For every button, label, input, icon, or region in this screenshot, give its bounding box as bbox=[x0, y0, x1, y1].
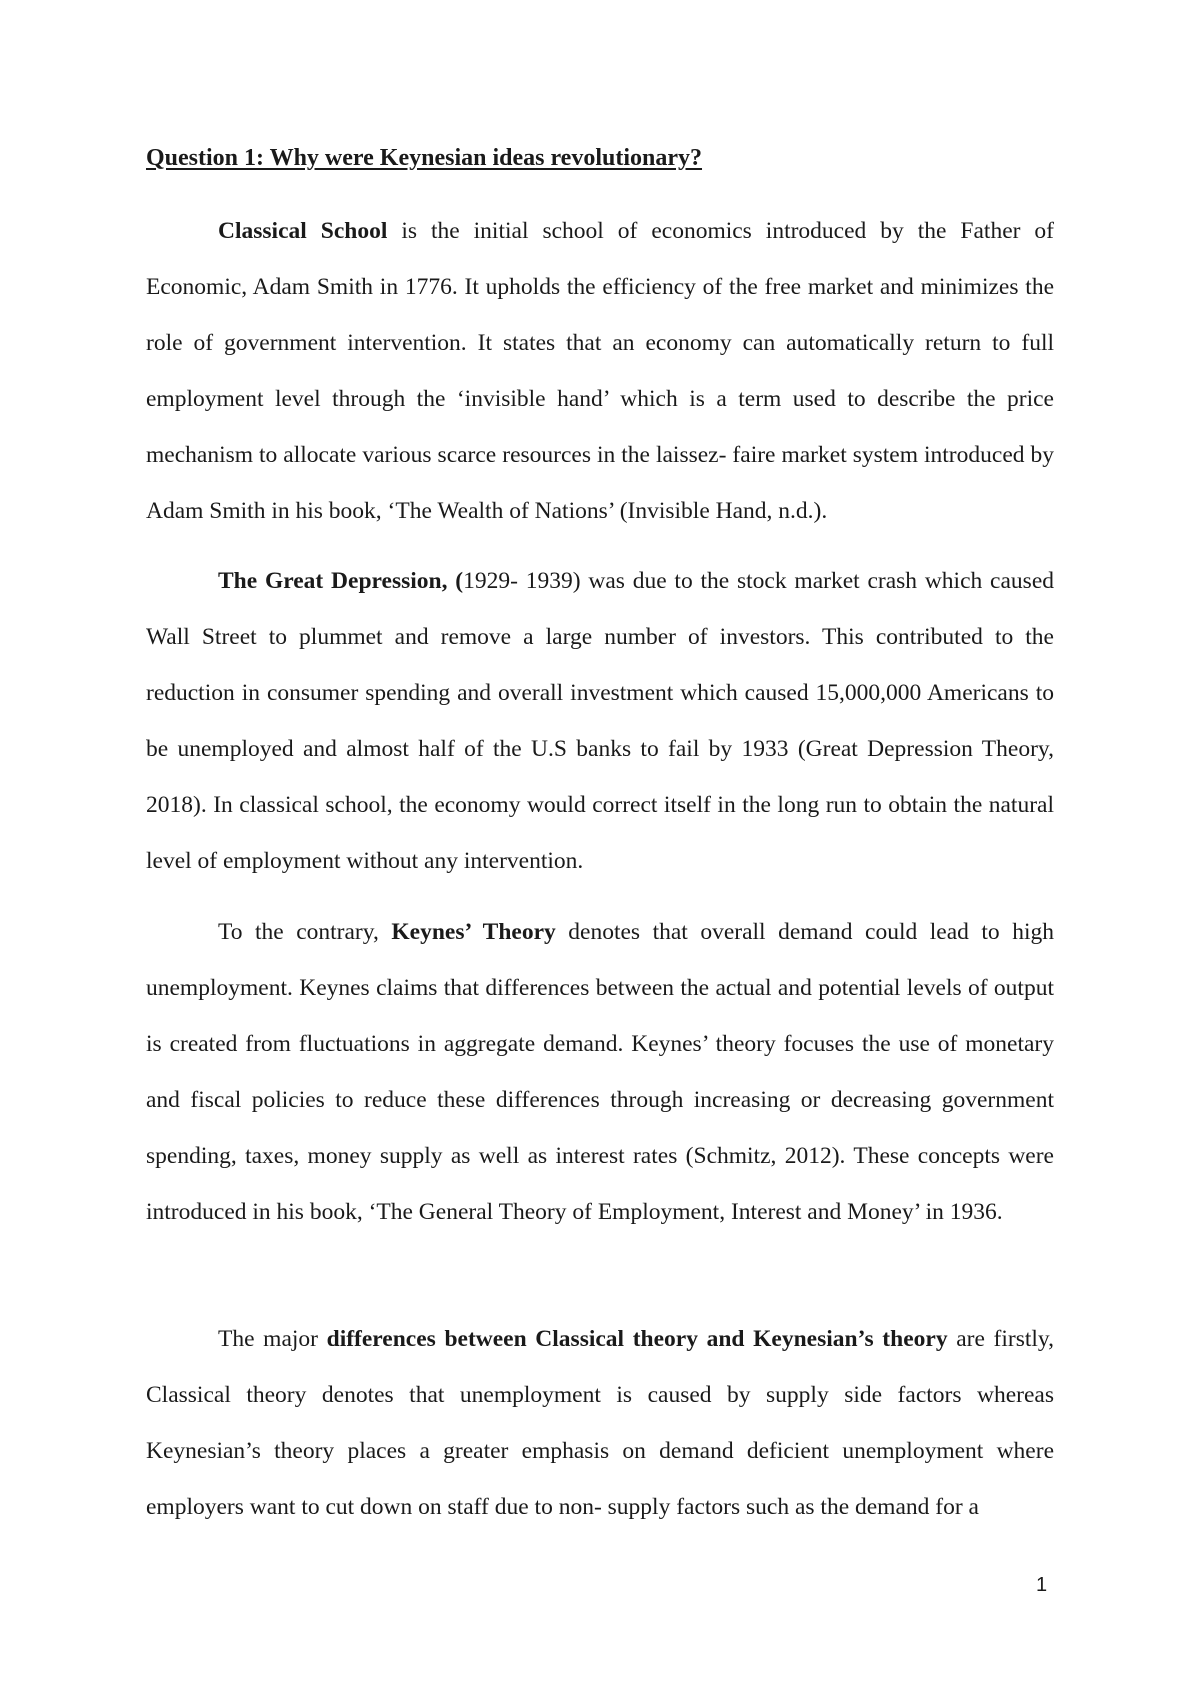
term-differences: differences between Classical theory and Keynesian’s theory bbox=[326, 1326, 948, 1352]
question-heading: Question 1: Why were Keynesian ideas revolutionary? bbox=[146, 145, 703, 171]
paragraph-great-depression bbox=[146, 553, 1054, 889]
paragraph-text: 1929- 1939) was due to the stock market crash which caused Wall Street to plummet and remove a large number of investors. This contributed to the reduction in consumer spending and overall investment which caused 15,000,000 Americans to be unemployed and almost half of the U.S banks to fail by 1933 (Great Depression Theory, 2018). In classical school, the economy would correct itself in the long run to obtain the natural level of employment without any intervention. bbox=[146, 568, 1054, 874]
term-great-depression: The Great Depression, ( bbox=[218, 568, 464, 594]
page-number: 1 bbox=[1036, 1574, 1048, 1596]
paragraph-classical-school bbox=[146, 203, 1054, 539]
paragraph-lead-text: The major bbox=[218, 1326, 327, 1352]
paragraph-lead-text: To the contrary, bbox=[218, 919, 392, 945]
term-classical-school: Classical School bbox=[218, 218, 388, 244]
paragraph-keynes-theory bbox=[146, 904, 1054, 1240]
paragraph-text: are firstly, Classical theory denotes that unemployment is caused by supply side factors whereas Keynesian’s theory places a greater emphasis on demand deficient unemployment where employers want to cut down on staff due to non- supply factors such as the demand for a bbox=[146, 1326, 1055, 1520]
paragraph-differences bbox=[146, 1311, 1054, 1535]
term-keynes-theory: Keynes’ Theory bbox=[391, 919, 556, 945]
paragraph-text: is the initial school of economics introduced by the Father of Economic, Adam Smith in 1776. It upholds the efficiency of the free market and minimizes the role of government intervention. It states that an economy can automatically return to full employment level through the ‘invisible hand’ which is a term used to describe the price mechanism to allocate various scarce resources in the laissez- faire market system introduced by Adam Smith in his book, ‘The Wealth of Nations’ (Invisible Hand, n.d.). bbox=[146, 218, 1054, 524]
paragraph-text: denotes that overall demand could lead to high unemployment. Keynes claims that differences between the actual and potential levels of output is created from fluctuations in aggregate demand. Keynes’ theory focuses the use of monetary and fiscal policies to reduce these differences through increasing or decreasing government spending, taxes, money supply as well as interest rates (Schmitz, 2012). These concepts were introduced in his book, ‘The General Theory of Employment, Interest and Money’ in 1936. bbox=[146, 919, 1054, 1225]
